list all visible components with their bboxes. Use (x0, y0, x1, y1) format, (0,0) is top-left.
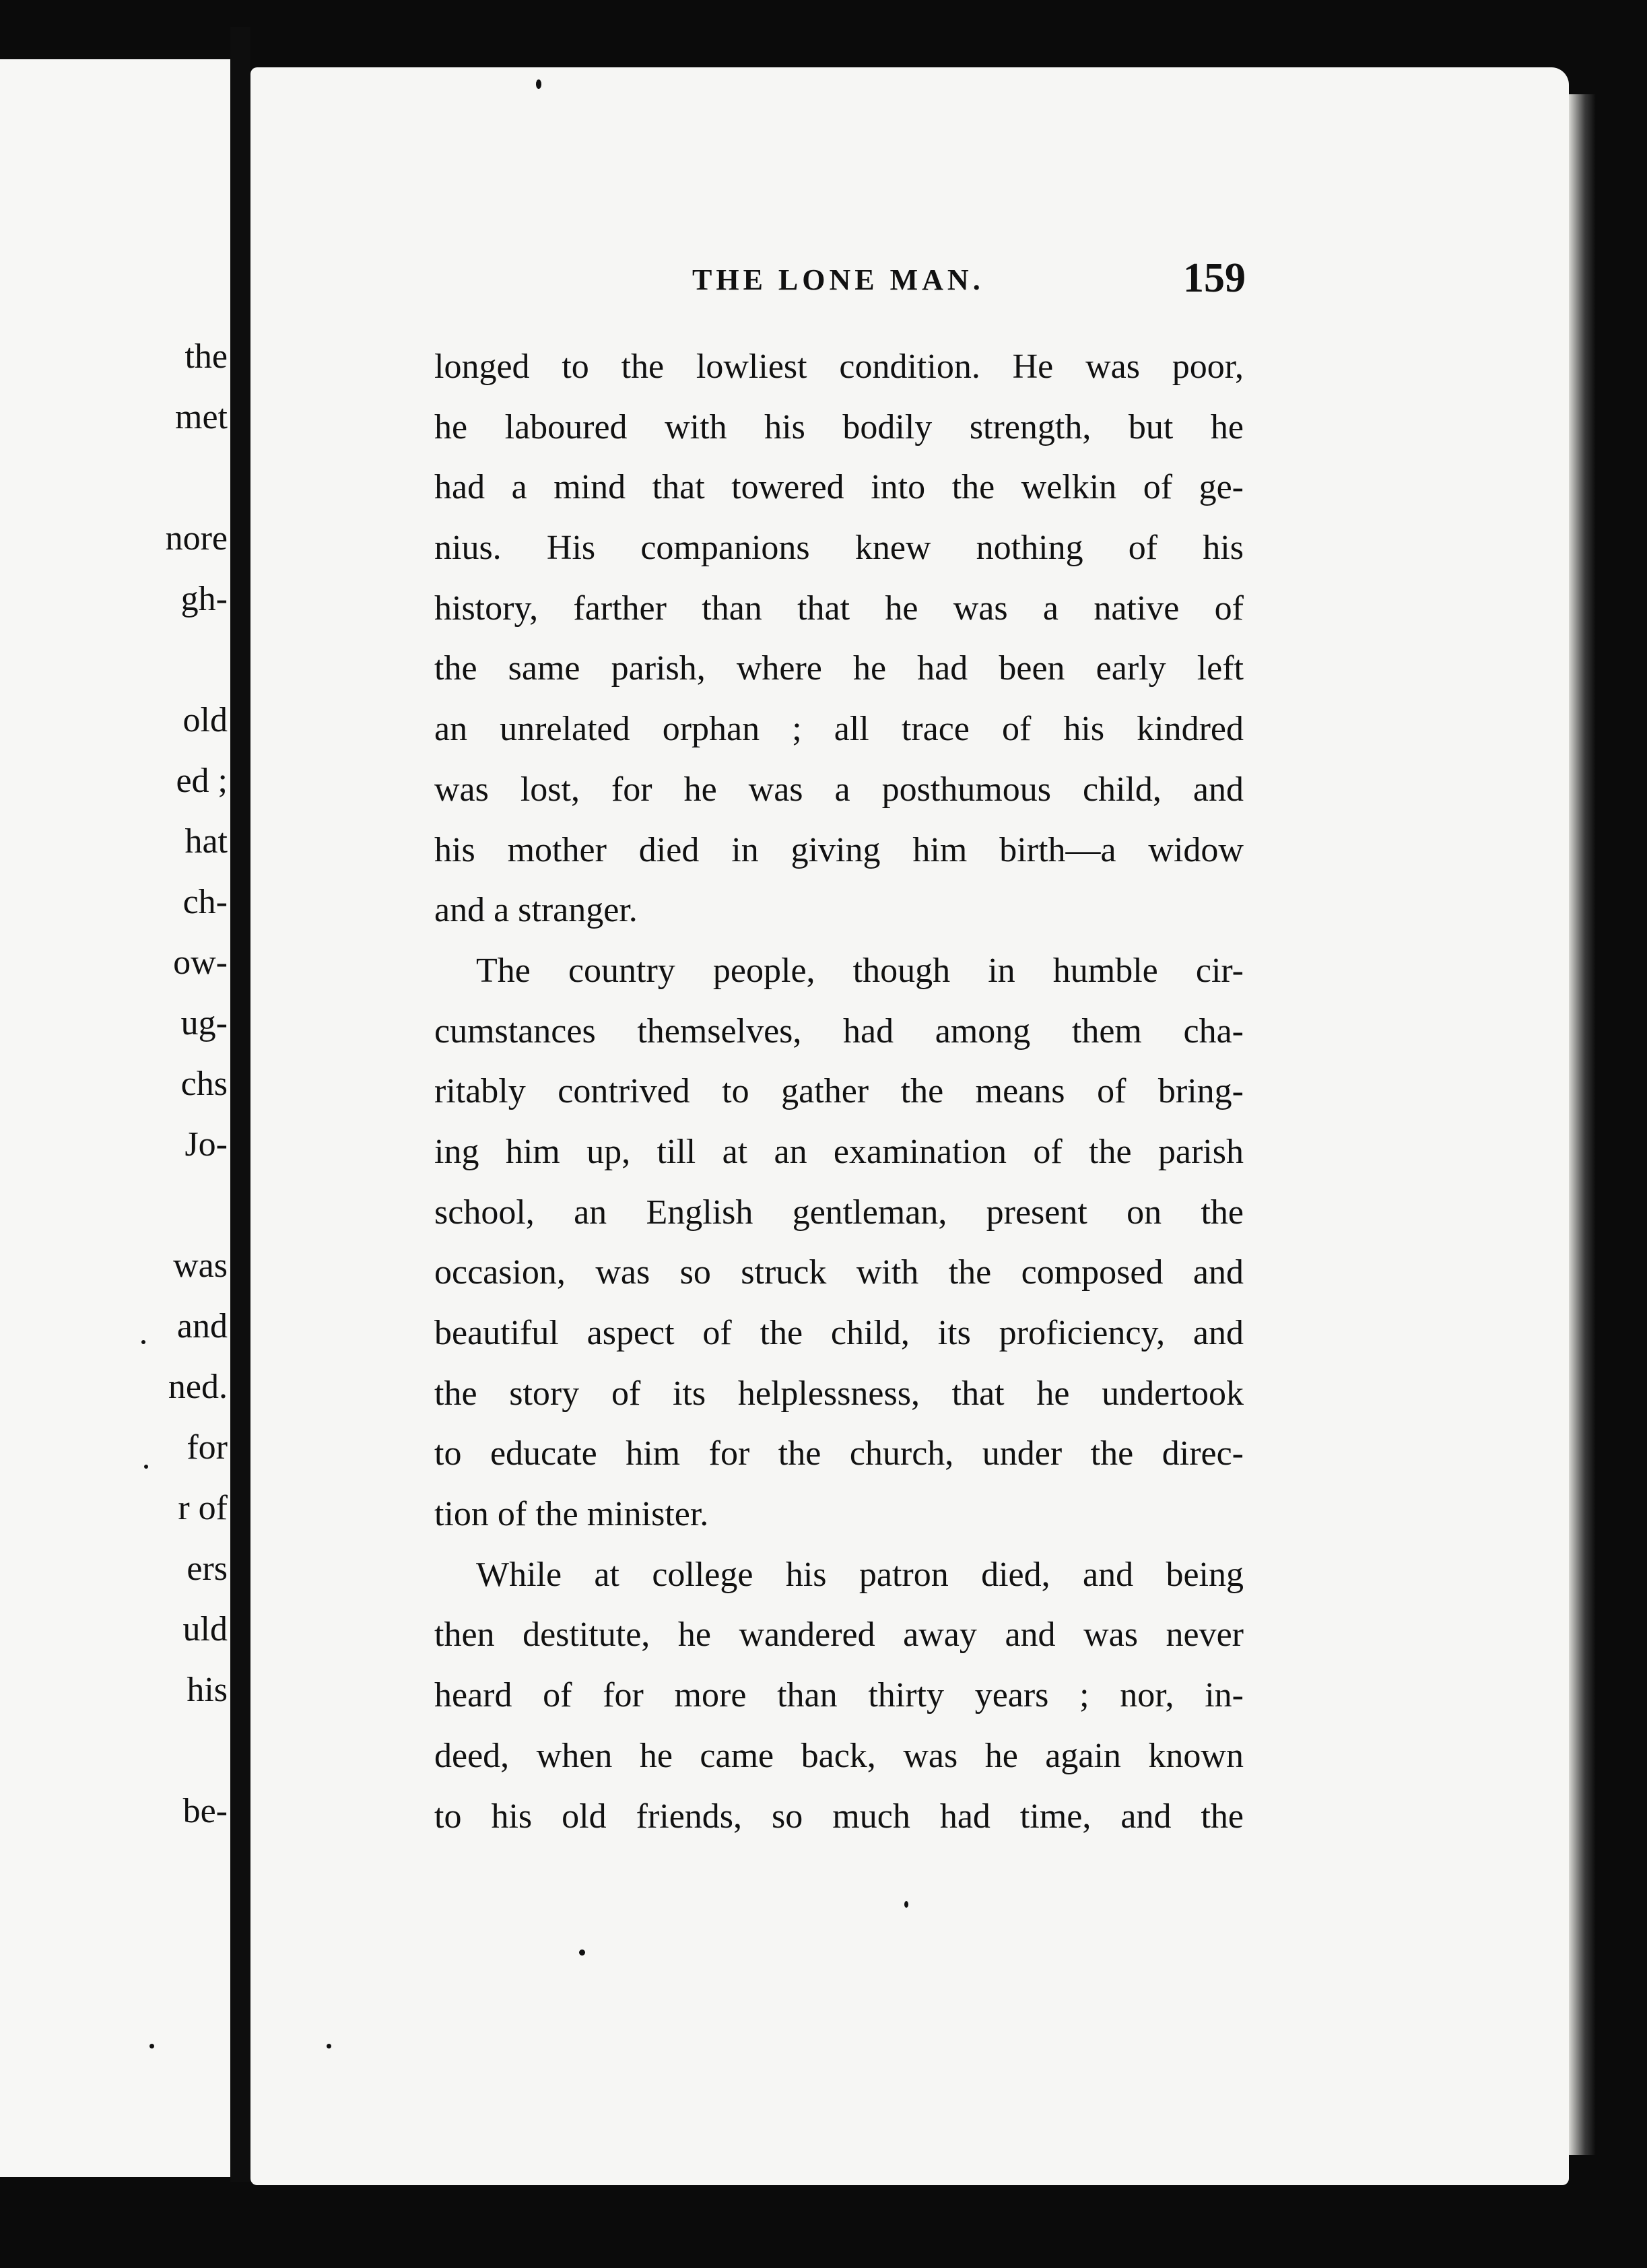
text-line: longed to the lowliest condition. He was poor, (434, 347, 1244, 386)
left-fragment: ers (187, 1549, 228, 1588)
text-line: his mother died in giving him birth—a widow (434, 830, 1244, 869)
text-line: history, farther than that he was a native of (434, 589, 1244, 628)
left-page (0, 59, 236, 2177)
left-fragment: chs (180, 1065, 228, 1103)
text-line: the story of its helplessness, that he undertook (434, 1374, 1244, 1413)
left-fragment: ow- (173, 943, 228, 982)
ink-speck (144, 1465, 148, 1469)
text-line: occasion, was so struck with the composed and (434, 1253, 1244, 1292)
text-line: ritably contrived to gather the means of bring- (434, 1072, 1244, 1111)
text-line: The country people, though in humble cir- (476, 951, 1244, 990)
ink-speck (536, 79, 541, 89)
text-line: deed, when he came back, was he again known (434, 1736, 1244, 1775)
left-fragment: hat (184, 822, 228, 861)
book-gutter (230, 27, 250, 2182)
ink-speck (327, 2044, 331, 2048)
left-fragment: old (182, 701, 228, 739)
ink-speck (904, 1901, 908, 1908)
left-fragment: be- (182, 1792, 228, 1830)
text-line: beautiful aspect of the child, its proficiency, and (434, 1314, 1244, 1352)
text-line: had a mind that towered into the welkin of ge- (434, 468, 1244, 507)
left-fragment: was (173, 1246, 228, 1285)
text-line: to his old friends, so much had time, and the (434, 1797, 1244, 1836)
text-line: nius. His companions knew nothing of his (434, 529, 1244, 568)
text-line: ing him up, till at an examination of the parish (434, 1132, 1244, 1171)
text-line: cumstances themselves, had among them cha- (434, 1011, 1244, 1050)
left-fragment: ug- (180, 1004, 228, 1042)
left-fragment: gh- (180, 580, 228, 618)
left-fragment: ned. (168, 1368, 228, 1406)
text-line: he laboured with his bodily strength, but he (434, 407, 1244, 446)
left-fragment: uld (182, 1610, 228, 1648)
text-line: then destitute, he wandered away and was never (434, 1615, 1244, 1655)
ink-speck (579, 1949, 585, 1956)
left-fragment: r of (178, 1489, 228, 1527)
text-line: and a stranger. (434, 891, 638, 930)
text-line: While at college his patron died, and being (476, 1555, 1244, 1594)
text-line: heard of for more than thirty years ; nor, in- (434, 1676, 1244, 1715)
page-edge (1569, 94, 1596, 2155)
text-line: to educate him for the church, under the direc- (434, 1434, 1244, 1473)
ink-speck (141, 1340, 145, 1344)
left-fragment: and (176, 1307, 228, 1345)
left-fragment: the (184, 337, 228, 376)
left-fragment: met (175, 398, 228, 436)
page-number: 159 (1183, 255, 1246, 301)
left-fragment: ch- (182, 883, 228, 921)
body-text (434, 337, 1244, 1846)
left-fragment: ed ; (176, 762, 228, 800)
text-line: an unrelated orphan ; all trace of his kindred (434, 710, 1244, 749)
text-line: was lost, for he was a posthumous child, and (434, 770, 1244, 809)
ink-speck (149, 2044, 154, 2048)
running-head: THE LONE MAN. (692, 263, 984, 296)
text-line: the same parish, where he had been early left (434, 649, 1244, 688)
left-fragment: Jo- (184, 1125, 228, 1164)
text-line: school, an English gentleman, present on the (434, 1193, 1244, 1232)
text-line: tion of the minister. (434, 1495, 709, 1534)
left-fragment: nore (165, 519, 228, 558)
left-fragment: his (187, 1671, 228, 1709)
left-fragment: for (187, 1428, 228, 1467)
